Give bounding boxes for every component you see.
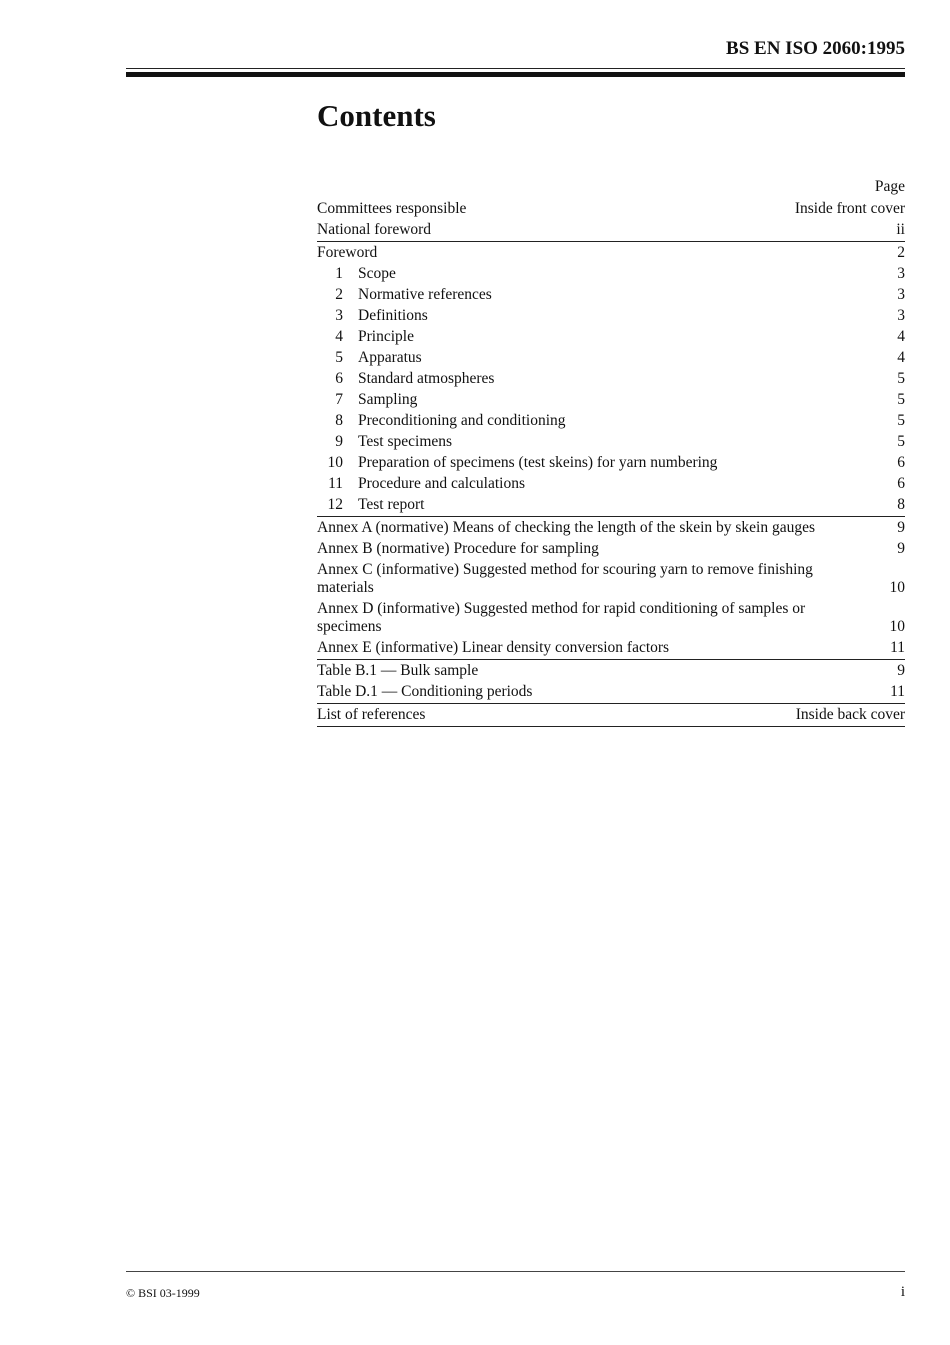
page-title: Contents xyxy=(317,98,436,133)
toc-clause[interactable] xyxy=(317,347,905,368)
toc-annex[interactable] xyxy=(317,559,905,598)
clause-number: 2 xyxy=(335,286,343,303)
annex-label: Annex E (informative) Linear density conversion factors xyxy=(317,639,670,656)
clause-page: 4 xyxy=(897,328,905,345)
toc-clause[interactable] xyxy=(317,431,905,452)
toc-entry[interactable] xyxy=(317,242,905,263)
toc-entry-label: Foreword xyxy=(317,244,378,261)
toc-clause[interactable] xyxy=(317,410,905,431)
clause-number: 8 xyxy=(335,412,343,429)
toc-annex[interactable] xyxy=(317,637,905,658)
page-column-header: Page xyxy=(874,178,905,195)
toc-clause[interactable] xyxy=(317,473,905,494)
toc-clause[interactable] xyxy=(317,305,905,326)
annex-page: 10 xyxy=(889,579,905,596)
clause-page: 8 xyxy=(897,496,905,513)
table-entry-label: Table B.1 — Bulk sample xyxy=(317,662,479,679)
clause-number: 1 xyxy=(335,265,343,282)
clause-number: 11 xyxy=(328,475,343,492)
toc-entry-label: Committees responsible xyxy=(317,200,467,217)
annex-page: 9 xyxy=(897,540,905,557)
annex-label: Annex D (informative) Suggested method for rapid conditioning of samples or specimens xyxy=(317,600,806,635)
clause-label: Test specimens xyxy=(358,433,453,450)
annex-label: Annex C (informative) Suggested method for scouring yarn to remove finishing materials xyxy=(317,561,813,596)
toc-entry-page: 2 xyxy=(897,244,905,261)
clause-page: 5 xyxy=(897,391,905,408)
clause-number: 6 xyxy=(335,370,343,387)
footer-rule xyxy=(126,1271,905,1272)
toc-entry-page: Inside back cover xyxy=(795,706,905,723)
toc-table-entry[interactable] xyxy=(317,681,905,702)
clause-label: Scope xyxy=(358,265,396,282)
clause-page: 5 xyxy=(897,370,905,387)
toc-clause[interactable] xyxy=(317,368,905,389)
table-entry-page: 9 xyxy=(897,662,905,679)
toc-clause[interactable] xyxy=(317,284,905,305)
clause-page: 6 xyxy=(897,454,905,471)
toc-entry-page: ii xyxy=(896,221,905,238)
clause-number: 4 xyxy=(335,328,343,345)
clause-label: Standard atmospheres xyxy=(358,370,495,387)
clause-page: 5 xyxy=(897,433,905,450)
header-standard-id: BS EN ISO 2060:1995 xyxy=(726,38,905,59)
clause-page: 5 xyxy=(897,412,905,429)
toc-entry-label: National foreword xyxy=(317,221,432,238)
clause-label: Preconditioning and conditioning xyxy=(358,412,566,429)
annex-page: 10 xyxy=(889,618,905,635)
toc-clause[interactable] xyxy=(317,326,905,347)
annex-label: Annex A (normative) Means of checking the length of the skein by skein gauges xyxy=(317,519,816,536)
clause-page: 3 xyxy=(897,265,905,282)
toc-entry-label: List of references xyxy=(317,706,426,723)
toc-clause[interactable] xyxy=(317,494,905,515)
clause-page: 3 xyxy=(897,307,905,324)
clause-label: Normative references xyxy=(358,286,492,303)
clause-number: 5 xyxy=(335,349,343,366)
clause-label: Procedure and calculations xyxy=(358,475,525,492)
toc-clause[interactable] xyxy=(317,452,905,473)
toc-group-references xyxy=(317,704,905,727)
clause-page: 4 xyxy=(897,349,905,366)
table-entry-label: Table D.1 — Conditioning periods xyxy=(317,683,533,700)
toc-clause[interactable] xyxy=(317,389,905,410)
footer-page-number: i xyxy=(900,1284,905,1300)
clause-number: 7 xyxy=(335,391,343,408)
clause-page: 6 xyxy=(897,475,905,492)
toc-entry[interactable] xyxy=(317,198,905,219)
clause-number: 10 xyxy=(327,454,343,471)
toc-entry-page: Inside front cover xyxy=(794,200,905,217)
clause-label: Principle xyxy=(358,328,414,345)
clause-page: 3 xyxy=(897,286,905,303)
toc-annex[interactable] xyxy=(317,538,905,559)
toc-annex[interactable] xyxy=(317,517,905,538)
clause-number: 3 xyxy=(335,307,343,324)
toc-entry[interactable] xyxy=(317,704,905,725)
annex-page: 11 xyxy=(890,639,905,656)
toc-group-tables xyxy=(317,660,905,704)
clause-label: Preparation of specimens (test skeins) for yarn numbering xyxy=(358,454,718,471)
clause-label: Sampling xyxy=(358,391,418,408)
clause-number: 12 xyxy=(327,496,343,513)
clause-label: Apparatus xyxy=(358,349,422,366)
header-rule-thick xyxy=(126,72,905,77)
annex-page: 9 xyxy=(897,519,905,536)
clause-label: Test report xyxy=(358,496,425,513)
toc-group-front xyxy=(317,198,905,242)
toc-entry[interactable] xyxy=(317,219,905,240)
toc-group-clauses xyxy=(317,242,905,517)
table-entry-page: 11 xyxy=(890,683,905,700)
annex-label: Annex B (normative) Procedure for sampling xyxy=(317,540,599,557)
toc-clause[interactable] xyxy=(317,263,905,284)
footer-copyright: © BSI 03-1999 xyxy=(126,1286,200,1300)
clause-label: Definitions xyxy=(358,307,428,324)
table-of-contents xyxy=(317,176,905,727)
clause-number: 9 xyxy=(335,433,343,450)
toc-table-entry[interactable] xyxy=(317,660,905,681)
toc-group-annexes xyxy=(317,517,905,660)
header-rule-thin xyxy=(126,68,905,69)
toc-annex[interactable] xyxy=(317,598,905,637)
